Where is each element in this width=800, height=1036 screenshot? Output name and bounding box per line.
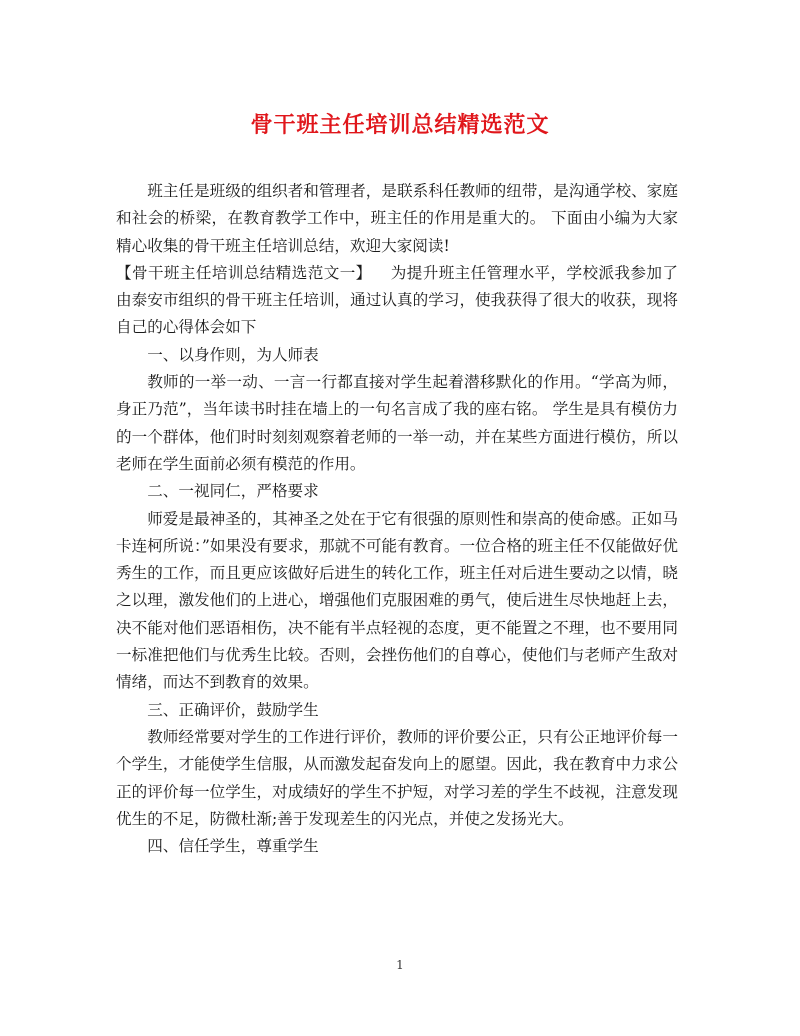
section-paragraph — [116, 260, 678, 342]
section-label: 【骨干班主任培训总结精选范文一】 — [116, 263, 372, 282]
document-body — [116, 178, 678, 860]
paragraph-3: 教师经常要对学生的工作进行评价，教师的评价要公正，只有公正地评价每一个学生，才能使学生信服，从而激发起奋发向上的愿望。因此，我在教育中力求公正的评价每一位学生，对成绩好的学生不护短，对学习差的学生不歧视，注意发现优生的不足，防微杜渐;善于发现差生的闪光点，并使之发扬光大。 — [116, 727, 678, 828]
paragraph-2: 师爱是最神圣的，其神圣之处在于它有很强的原则性和崇高的使命感。正如马卡连柯所说：”如果没有要求，那就不可能有教育。一位合格的班主任不仅能做好优秀生的工作，而且更应该做好后进生的转化工作，班主任对后进生要动之以情，晓之以理，激发他们的上进心，增强他们克服困难的勇气，使后进生尽快地赶上去，决不能对他们恶语相伤，决不能有半点轻视的态度，更不能置之不理，也不要用同一标准把他们与优秀生比较。否则，会挫伤他们的自尊心，使他们与老师产生敌对情绪，而达不到教育的效果。 — [116, 509, 678, 692]
intro-paragraph: 班主任是班级的组织者和管理者，是联系科任教师的纽带，是沟通学校、家庭和社会的桥梁，在教育教学工作中，班主任的作用是重大的。 下面由小编为大家精心收集的骨干班主任培训总结，欢迎大家阅读! — [116, 182, 678, 255]
heading-3: 三、正确评价，鼓励学生 — [147, 700, 319, 719]
page-number: 1 — [396, 958, 404, 972]
heading-4: 四、信任学生，尊重学生 — [147, 837, 319, 856]
heading-2: 二、一视同仁，严格要求 — [147, 482, 319, 501]
page-title: 骨干班主任培训总结精选范文 — [250, 112, 550, 138]
paragraph-1: 教师的一举一动、一言一行都直接对学生起着潜移默化的作用。“学高为师，身正乃范”，当年读书时挂在墙上的一句名言成了我的座右铭。 学生是具有模仿力的一个群体，他们时时刻刻观察着老师的一举一动，并在某些方面进行模仿，所以老师在学生面前必须有模范的作用。 — [116, 373, 678, 473]
section-text: 为提升班主任管理水平，学校派我参加了由泰安市组织的骨干班主任培训，通过认真的学习，使我获得了很大的收获，现将自己的心得体会如下 — [116, 263, 678, 337]
heading-1: 一、以身作则，为人师表 — [147, 345, 319, 364]
